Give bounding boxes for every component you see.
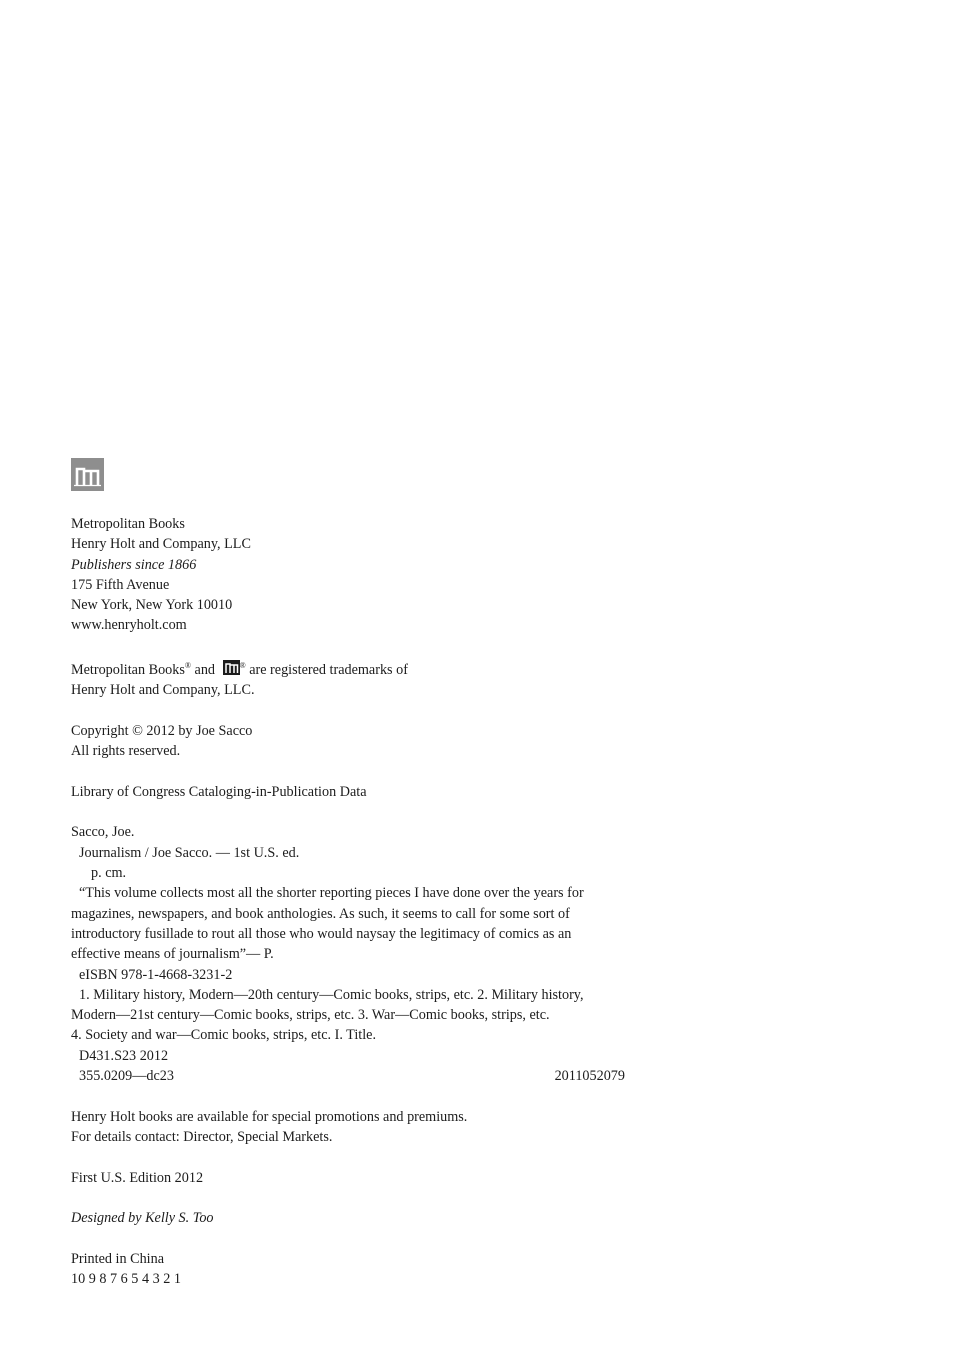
cip-subject-line: 1. Military history, Modern—20th century—Comic books, strips, etc. 2. Military history, <box>79 986 584 1003</box>
cip-dewey: 355.0209—dc23 <box>79 1068 174 1085</box>
copyright-notice <box>71 721 631 762</box>
special-markets-line: Henry Holt books are available for special promotions and premiums. <box>71 1108 468 1125</box>
company-name: Henry Holt and Company, LLC <box>71 536 251 553</box>
cip-isbn: eISBN 978-1-4668-3231-2 <box>79 966 233 983</box>
publisher-address <box>71 514 631 636</box>
trademark-text: are registered trademarks of <box>249 662 408 679</box>
trademark-imprint: Metropolitan Books <box>71 662 185 679</box>
website-link[interactable]: www.henryholt.com <box>71 617 187 634</box>
printer-key: 10 9 8 7 6 5 4 3 2 1 <box>71 1270 181 1287</box>
cip-summary-line: “This volume collects most all the shorter reporting pieces I have done over the years for <box>79 885 584 902</box>
registered-mark: ® <box>239 661 246 671</box>
cip-pcm: p. cm. <box>91 865 127 882</box>
cip-record <box>71 822 631 1086</box>
special-markets-contact: For details contact: Director, Special Markets. <box>71 1128 333 1145</box>
copyright-page <box>71 458 631 1289</box>
designer-credit: Designed by Kelly S. Too <box>71 1210 214 1227</box>
cip-subject-line: 4. Society and war—Comic books, strips, etc. I. Title. <box>71 1027 377 1044</box>
special-markets-notice <box>71 1107 631 1148</box>
edition-line: First U.S. Edition 2012 <box>71 1169 204 1186</box>
cip-author: Sacco, Joe. <box>71 824 135 841</box>
rights-line: All rights reserved. <box>71 743 181 760</box>
metropolitan-m-logo-icon <box>71 458 104 491</box>
trademark-and: and <box>194 662 216 679</box>
cip-summary-line: effective means of journalism”— P. <box>71 946 274 963</box>
imprint-name: Metropolitan Books <box>71 516 185 532</box>
trademark-notice <box>71 656 631 701</box>
cip-lc-class: D431.S23 2012 <box>79 1047 169 1064</box>
cip-heading: Library of Congress Cataloging-in-Publication Data <box>71 783 367 800</box>
printed-in: Printed in China <box>71 1250 165 1267</box>
trademark-owner: Henry Holt and Company, LLC. <box>71 682 255 699</box>
cip-summary-line: introductory fusillade to rout all those who would naysay the legitimacy of comics as an <box>71 925 572 942</box>
metropolitan-m-small-icon <box>223 660 240 675</box>
city-address: New York, New York 10010 <box>71 597 233 614</box>
cip-subject-line: Modern—21st century—Comic books, strips, etc. 3. War—Comic books, strips, etc. <box>71 1007 550 1024</box>
copyright-line: Copyright © 2012 by Joe Sacco <box>71 722 253 739</box>
cip-dewey-row <box>71 1066 625 1086</box>
cip-title: Journalism / Joe Sacco. — 1st U.S. ed. <box>79 844 300 861</box>
publisher-since: Publishers since 1866 <box>71 556 197 573</box>
cip-summary-line: magazines, newspapers, and book anthologies. As such, it seems to call for some sort of <box>71 905 570 922</box>
registered-mark: ® <box>184 661 191 671</box>
street-address: 175 Fifth Avenue <box>71 576 170 593</box>
cip-lccn: 2011052079 <box>554 1068 625 1085</box>
